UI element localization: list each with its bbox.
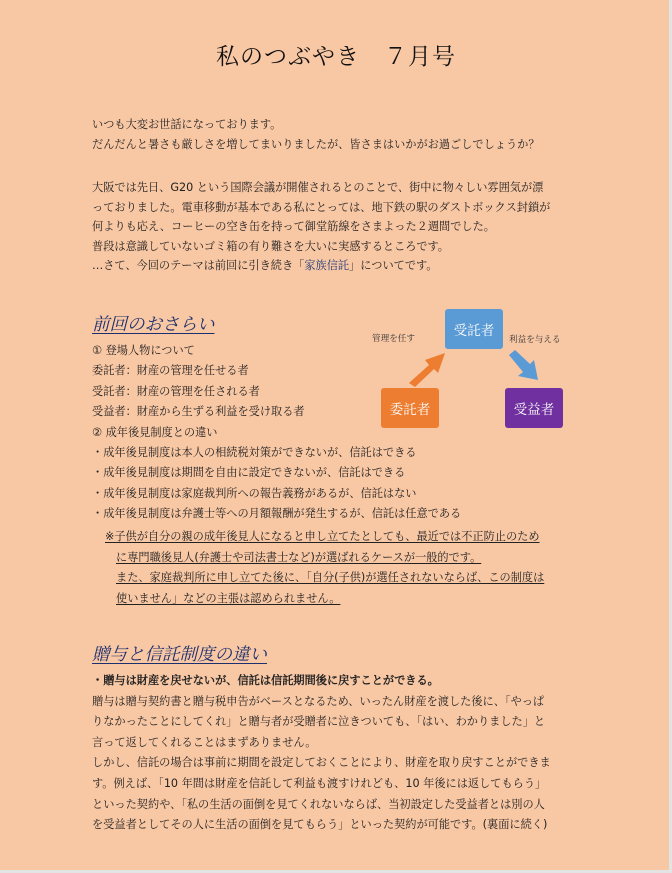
list-item: 委託者：財産の管理を任せる者 (92, 364, 249, 378)
body-line: 大阪では先日、G20 という国際会議が開催されるとのことで、街中に物々しい雰囲気が漂 (92, 181, 544, 194)
body-line: 贈与は贈与契約書と贈与税申告がベースとなるため、いったん財産を渡した後に、「やっぱ (92, 694, 545, 708)
body-line: しかし、信託の場合は事前に期間を設定しておくことにより、財産を取り戻すことができま (92, 756, 551, 770)
list-item: 受益者：財産から生ずる利益を受け取る者 (92, 405, 305, 419)
theme-highlight: 家族信託 (304, 259, 350, 272)
list-item: ・成年後見制度は期間を自由に設定できないが、信託はできる (92, 466, 406, 480)
section-heading-review: 前回のおさらい (92, 315, 215, 335)
gift-vs-trust-body (92, 671, 592, 836)
list-item: ・成年後見制度は本人の相続税対策ができないが、信託はできる (92, 446, 417, 460)
intro-paragraph (92, 115, 592, 154)
intro-line: いつも大変お世話になっております。 (92, 118, 282, 131)
body-line: を受益者としてその人に生活の面倒を見てもらう」といった契約が可能です。(裏面に続く) (92, 818, 548, 832)
list-item: ① 登場人物について (92, 344, 195, 357)
settlor-box: 委託者 (381, 388, 439, 428)
trustee-box: 受託者 (445, 309, 503, 349)
arrow-down-right-icon (506, 347, 542, 383)
body-line: 何よりも応え、コーヒーの空き缶を持って御堂筋線をさまよった２週間でした。 (92, 220, 495, 233)
body-line: といった契約や、「私の生活の面倒を見てくれないならば、当初設定した受益者とは別の人 (92, 797, 545, 811)
note-line: 使いません」などの主張は認められません。 (116, 591, 341, 605)
label-give-benefit: 利益を与える (509, 335, 561, 345)
note-line: に専門職後見人(弁護士や司法書士など)が選ばれるケースが一般的です。 (116, 550, 482, 564)
beneficiary-box: 受益者 (505, 388, 563, 428)
body-line: 普段は意識していないゴミ箱の有り難さを大いに実感するところです。 (92, 239, 449, 253)
body-line: 言って返してくれることはまずありません。 (92, 735, 317, 749)
note-line: ※子供が自分の親の成年後見人になると申し立てたとしても、最近では不正防止のため (105, 530, 540, 543)
body-line: りなかったことにしてくれ」と贈与者が受贈者に泣きついても、「はい、わかりました」と (92, 715, 546, 729)
list-item: 受託者：財産の管理を任される者 (92, 384, 260, 398)
list-item: ・成年後見制度は弁護士等への月額報酬が発生するが、信託は任意である (92, 507, 462, 521)
body-paragraph (92, 178, 592, 276)
note-line: また、家庭裁判所に申し立てた後に、「自分(子供)が選任されないならば、この制度は (116, 571, 545, 585)
theme-line: …さて、今回のテーマは前回に引き続き「家族信託」についてです。 (92, 259, 438, 272)
intro-line: だんだんと暑さも厳しさを増してまいりましたが、皆さまはいかがお過ごしでしょうか？ (92, 137, 540, 151)
page-title: 私のつぶやき ７月号 (216, 44, 456, 70)
list-item: ② 成年後見制度との違い (92, 425, 218, 439)
list-item: ・成年後見制度は家庭裁判所への報告義務があるが、信託はない (92, 486, 417, 500)
note-block (105, 527, 544, 609)
arrow-up-right-icon (405, 345, 453, 387)
section-heading-gift-vs-trust: 贈与と信託制度の違い (92, 645, 267, 665)
body-line: す。例えば、「10 年間は財産を信託して利益も渡すけれども、10 年後には返してもらう」 (92, 776, 547, 790)
label-entrust: 管理を任す (372, 334, 415, 344)
body-line: っておりました。電車移動が基本である私にとっては、地下鉄の駅のダストボックス封鎖が (92, 200, 551, 214)
lead-line: ・贈与は財産を戻せないが、信託は信託期間後に戻すことができる。 (92, 674, 439, 687)
